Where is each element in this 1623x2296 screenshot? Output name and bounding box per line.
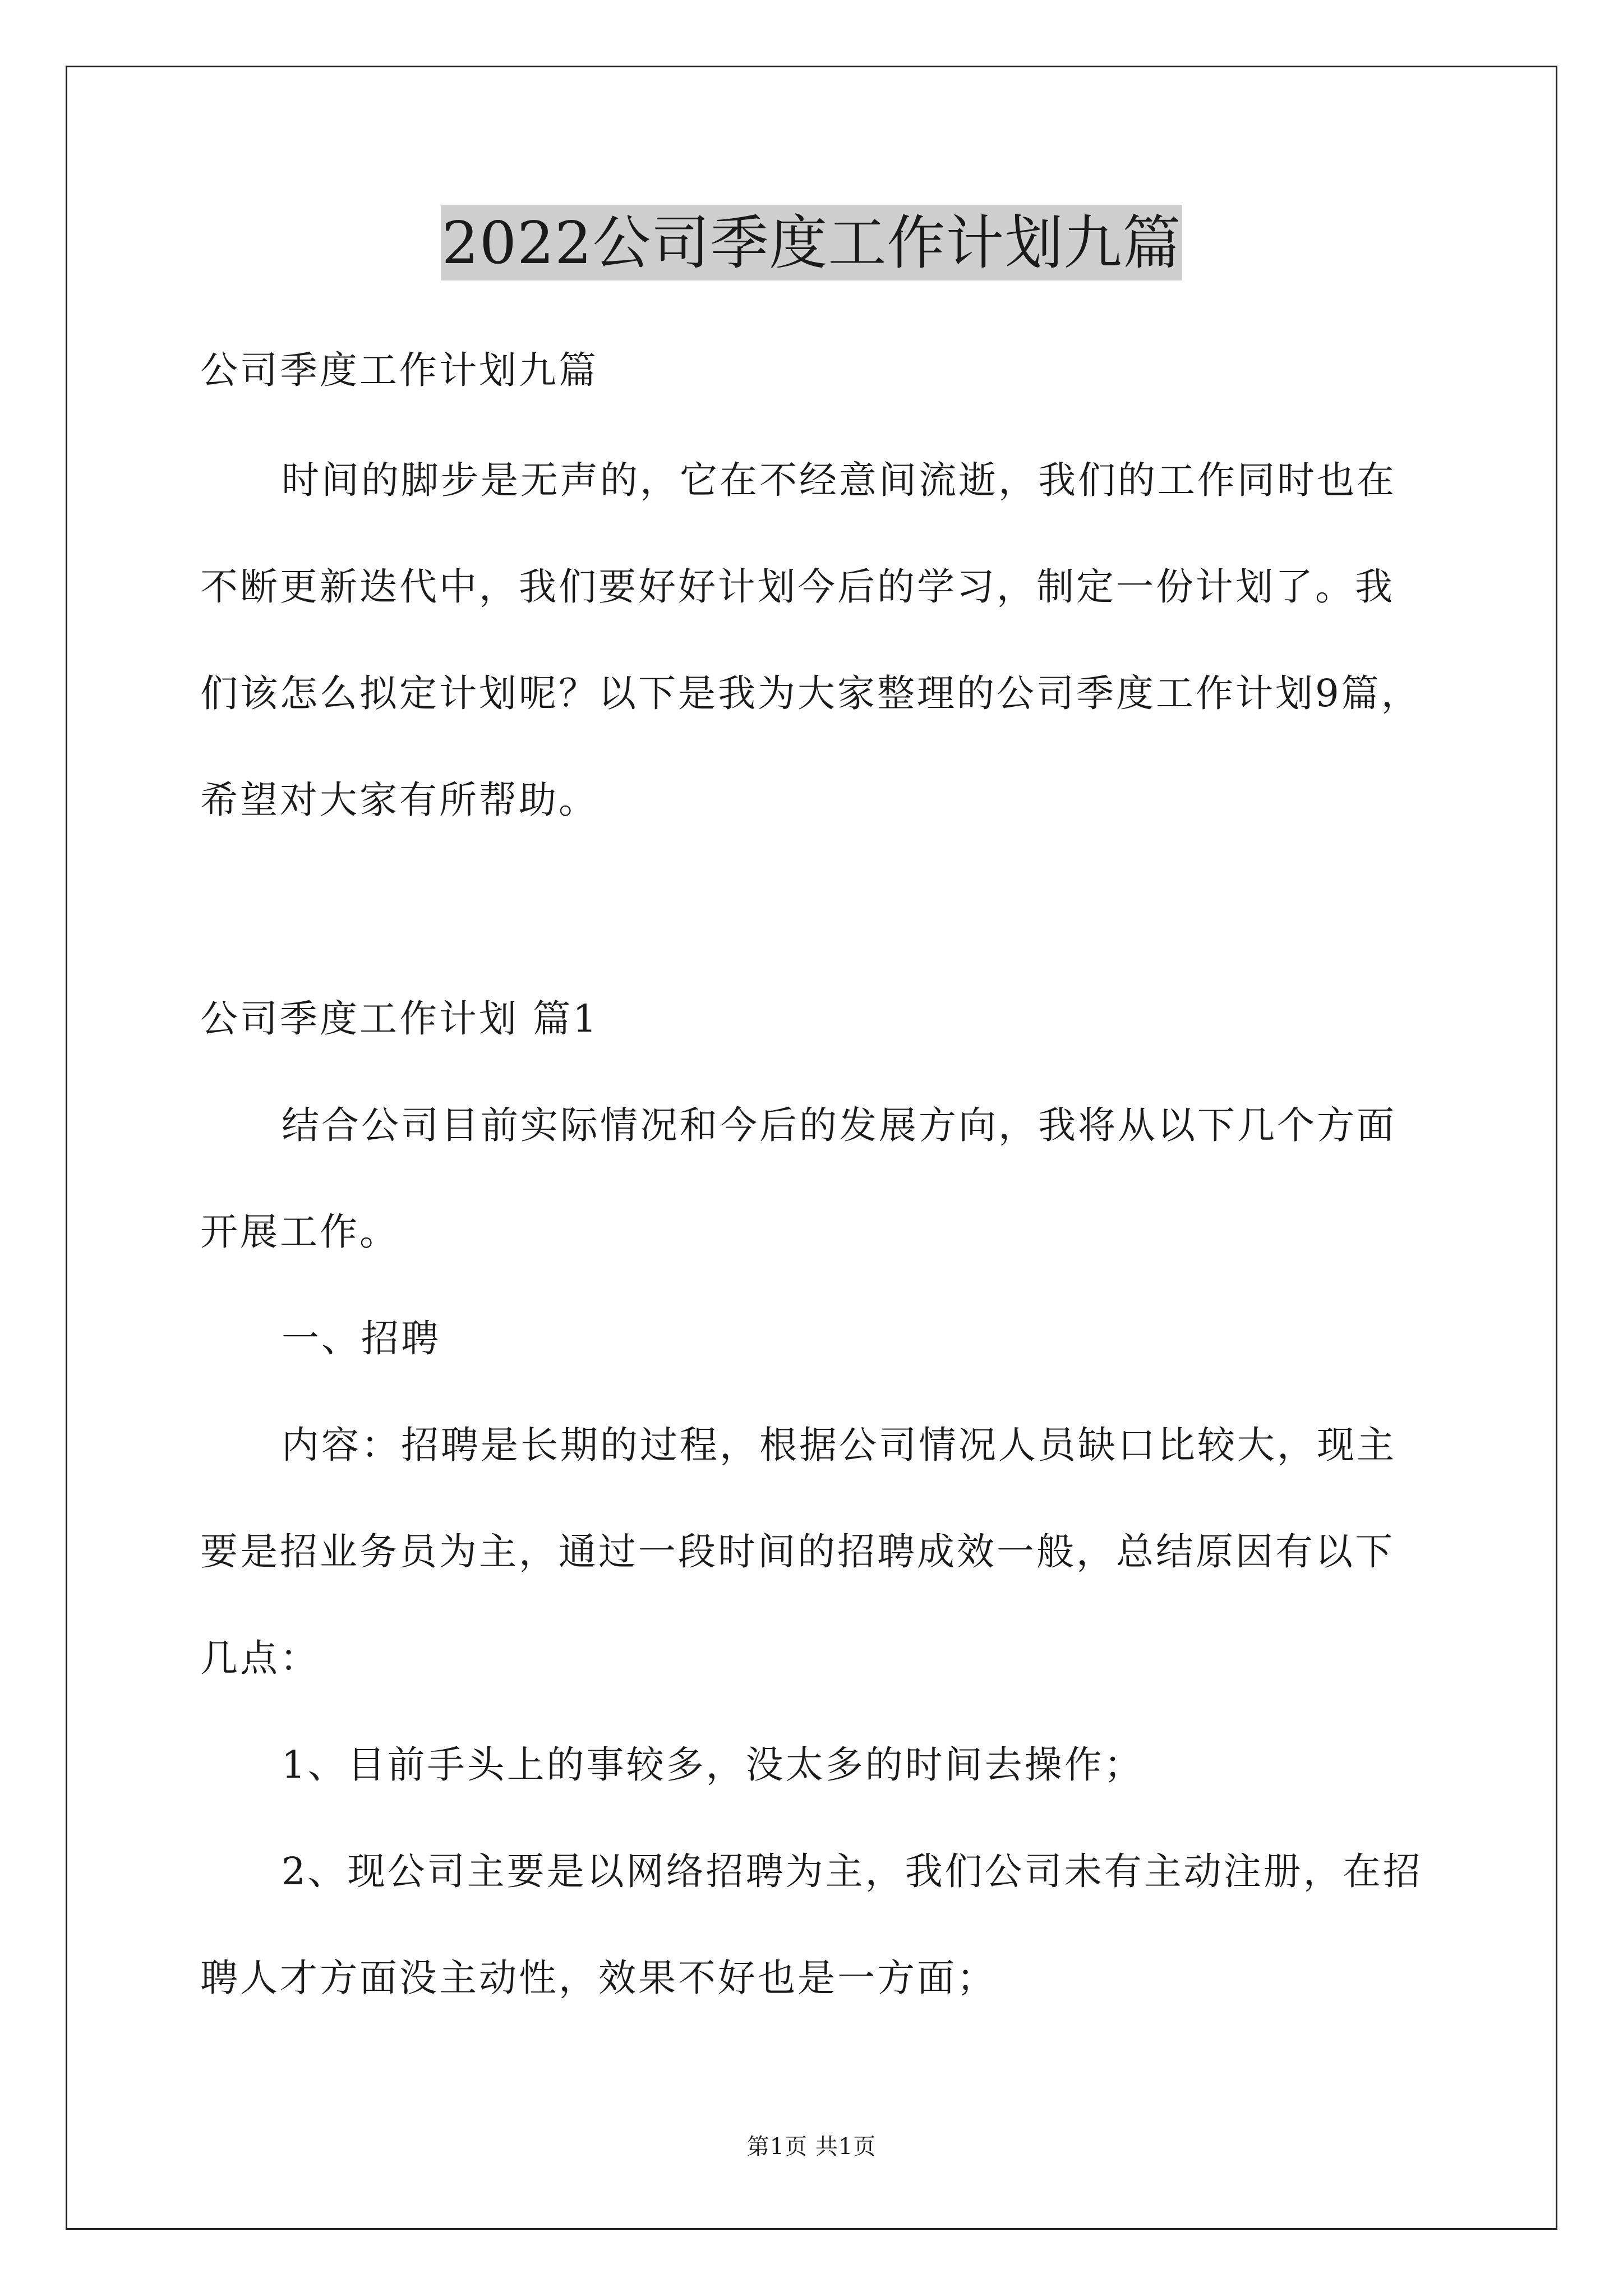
- list-item: 1、目前手头上的事较多，没太多的时间去操作；: [282, 1743, 1144, 1787]
- list-item: 2、现公司主要是以网络招聘为主，我们公司未有主动注册，在招: [282, 1849, 1423, 1893]
- paragraph-line: 时间的脚步是无声的，它在不经意间流逝，我们的工作同时也在: [282, 458, 1396, 502]
- subheading-line: 一、招聘: [282, 1317, 441, 1360]
- paragraph-line: 开展工作。: [200, 1210, 399, 1254]
- title-container: [0, 205, 1623, 280]
- paragraph-line: 几点：: [200, 1636, 320, 1680]
- document-title: 2022公司季度工作计划九篇: [441, 205, 1183, 280]
- subtitle-line: 公司季度工作计划九篇: [200, 348, 598, 392]
- paragraph-line: 结合公司目前实际情况和今后的发展方向，我将从以下几个方面: [282, 1103, 1396, 1147]
- paragraph-line: 要是招业务员为主，通过一段时间的招聘成效一般，总结原因有以下: [200, 1530, 1395, 1573]
- paragraph-line: 聘人才方面没主动性，效果不好也是一方面；: [200, 1956, 997, 2000]
- paragraph-line: 不断更新迭代中，我们要好好计划今后的学习，制定一份计划了。我: [200, 565, 1395, 609]
- page-footer: 第1页 共1页: [746, 2134, 877, 2160]
- section-heading: 公司季度工作计划 篇1: [200, 997, 599, 1041]
- paragraph-line: 内容：招聘是长期的过程，根据公司情况人员缺口比较大，现主: [282, 1423, 1396, 1467]
- paragraph-line: 希望对大家有所帮助。: [200, 778, 598, 822]
- paragraph-line: 们该怎么拟定计划呢？以下是我为大家整理的公司季度工作计划9篇，: [200, 671, 1421, 715]
